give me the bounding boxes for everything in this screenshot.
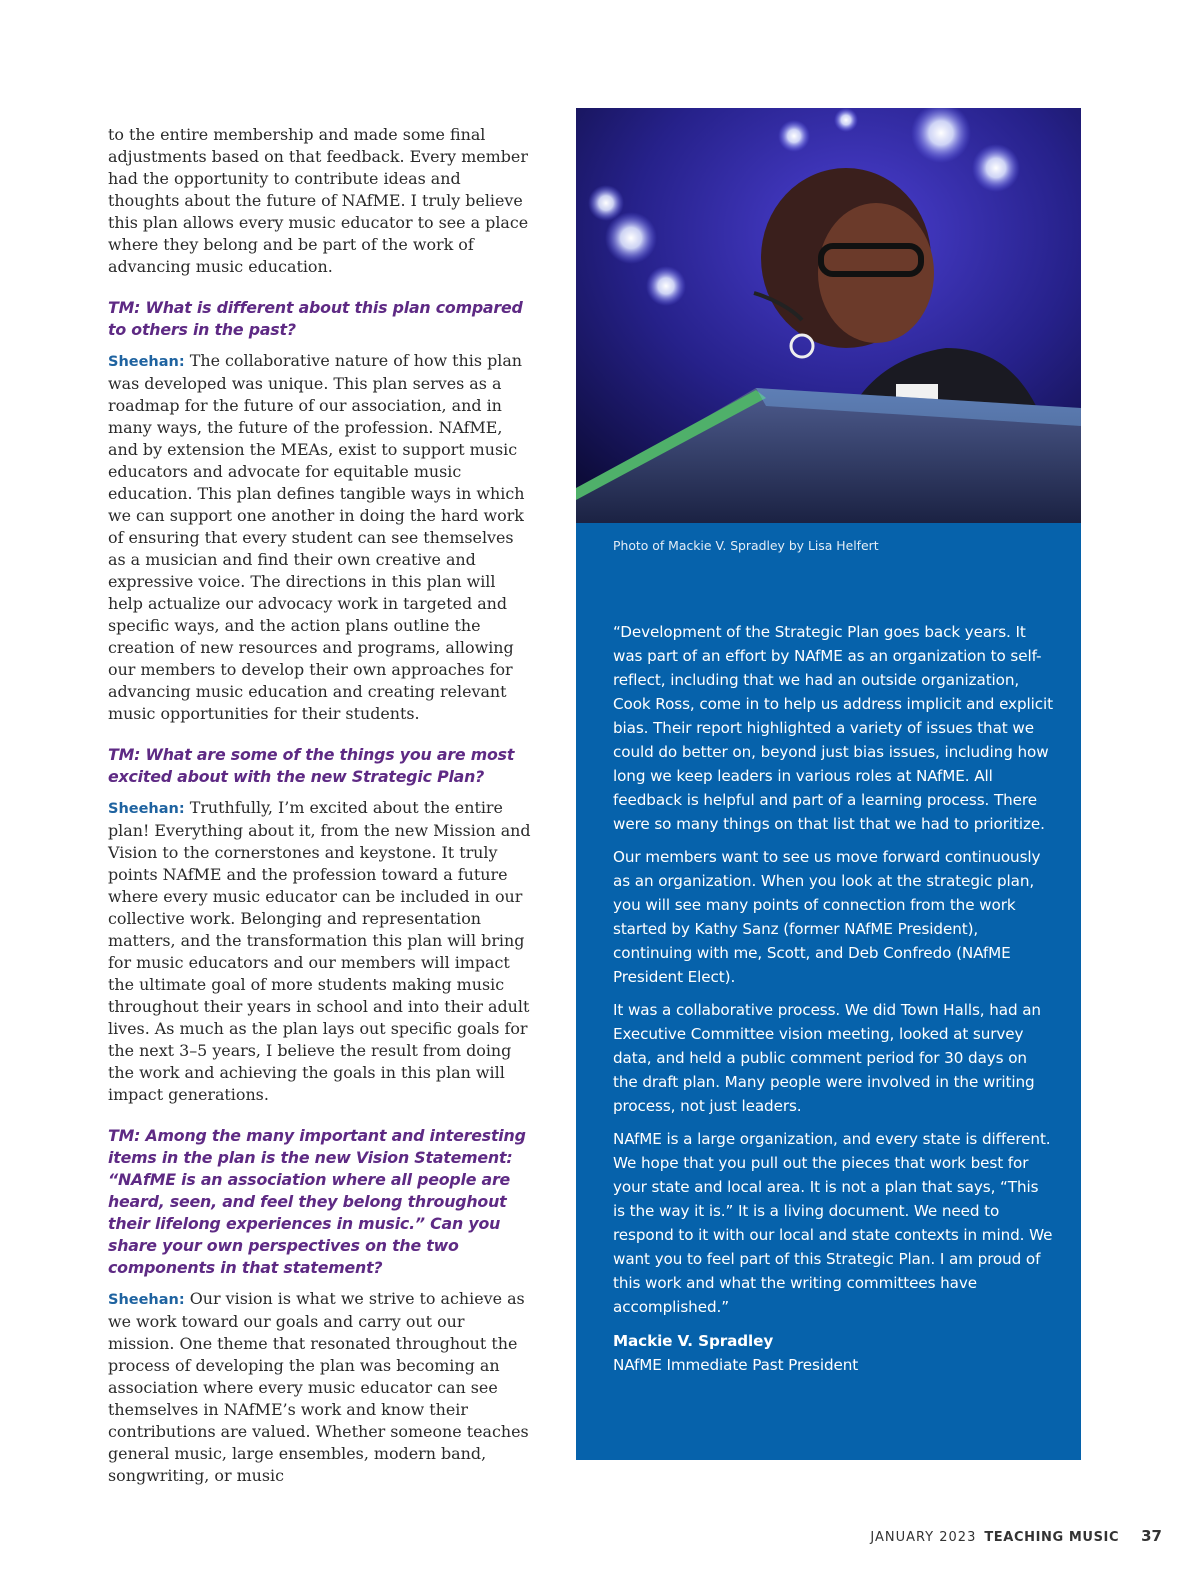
- attribution-name: Mackie V. Spradley: [613, 1332, 774, 1350]
- article-column: [108, 124, 532, 1487]
- quote-paragraph: “Development of the Strategic Plan goes back years. It was part of an effort by NAfME as an organization to self-reflect, including that we had an outside organization, Cook Ross, come in to help us address implicit and explicit bias. Their report highlighted a variety of issues that we could do better on, beyond just bias issues, including how long we keep leaders in various roles at NAfME. All feedback is helpful and part of a learning process. There were so many things on that list that we had to prioritize.: [613, 623, 1053, 833]
- article-paragraph: to the entire membership and made some final adjustments based on that feedback. Every member had the opportunity to contribute ideas and thoughts about the future of NAfME. I truly believe this plan allows every music educator to see a place where they belong and be part of the work of advancing music education.: [108, 125, 529, 276]
- attribution-title: NAfME Immediate Past President: [613, 1356, 859, 1374]
- quote-paragraph: NAfME is a large organization, and every state is different. We hope that you pull out the pieces that work best for your state and local area. It is not a plan that says, “This is the way it is.” It is a living document. We need to respond to it with our local and state contexts in mind. We want you to feel part of this Strategic Plan. I am proud of this work and what the writing committees have accomplished.”: [613, 1130, 1053, 1316]
- answer-text: Our vision is what we strive to achieve as we work toward our goals and carry out our mission. One theme that resonated throughout the process of developing the plan was becoming an association where every music educator can see themselves in NAfME’s work and know their contributions are valued. Whether someone teaches general music, large ensembles, modern band, songwriting, or music: [108, 1289, 529, 1485]
- answer-text: The collaborative nature of how this plan was developed was unique. This plan serves as a roadmap for the future of our association, and in many ways, the future of the profession. NAfME, and by extension the MEAs, exist to support music educators and advocate for equitable music education. This plan defines tangible ways in which we can support one another in doing the hard work of ensuring that every student can see themselves as a musician and find their own creative and expressive voice. The directions in this plan will help actualize our advocacy work in targeted and specific ways, and the action plans outline the creation of new resources and programs, allowing our members to develop their own approaches for advancing music education and creating relevant music opportunities for their students.: [108, 351, 525, 723]
- quote-paragraph: It was a collaborative process. We did Town Halls, had an Executive Committee vision meeting, looked at survey data, and held a public comment period for 30 days on the draft plan. Many people were involved in the writing process, not just leaders.: [613, 1001, 1041, 1115]
- sidebar-quote: [613, 620, 1053, 1377]
- interview-question: TM: Among the many important and interesting items in the plan is the new Vision Statement: “NAfME is an association where all people are heard, seen, and feel they belong throughout their lifelong experiences in music.” Can you share your own perspectives on the two components in that statement?: [108, 1126, 526, 1277]
- speaker-photo: [576, 108, 1081, 523]
- answer-text: Truthfully, I’m excited about the entire plan! Everything about it, from the new Mission and Vision to the cornerstones and keystone. It truly points NAfME and the profession toward a future where every music educator can be included in our collective work. Belonging and representation matters, and the transformation this plan will bring for music educators and our members will impact the ultimate goal of more students making music throughout their years in school and into their adult lives. As much as the plan lays out specific goals for the next 3–5 years, I believe the result from doing the work and achieving the goals in this plan will impact generations.: [108, 798, 531, 1104]
- interview-answer: [108, 350, 532, 725]
- interview-question: TM: What is different about this plan compared to others in the past?: [108, 298, 523, 339]
- page-footer: [870, 1527, 1162, 1545]
- speaker-label: Sheehan:: [108, 801, 185, 817]
- photo-caption: Photo of Mackie V. Spradley by Lisa Helfert: [613, 538, 879, 553]
- sidebar-panel: [576, 108, 1081, 1460]
- quote-paragraph: Our members want to see us move forward continuously as an organization. When you look at the strategic plan, you will see many points of connection from the work started by Kathy Sanz (former NAfME President), continuing with me, Scott, and Deb Confredo (NAfME President Elect).: [613, 848, 1041, 986]
- publication-name: TEACHING MUSIC: [984, 1530, 1120, 1545]
- interview-answer: [108, 1288, 532, 1487]
- interview-answer: [108, 797, 532, 1106]
- speaker-label: Sheehan:: [108, 1292, 185, 1308]
- page-number: 37: [1141, 1527, 1162, 1545]
- interview-question: TM: What are some of the things you are most excited about with the new Strategic Plan?: [108, 745, 515, 786]
- issue-date: JANUARY 2023: [870, 1530, 977, 1545]
- speaker-label: Sheehan:: [108, 354, 185, 370]
